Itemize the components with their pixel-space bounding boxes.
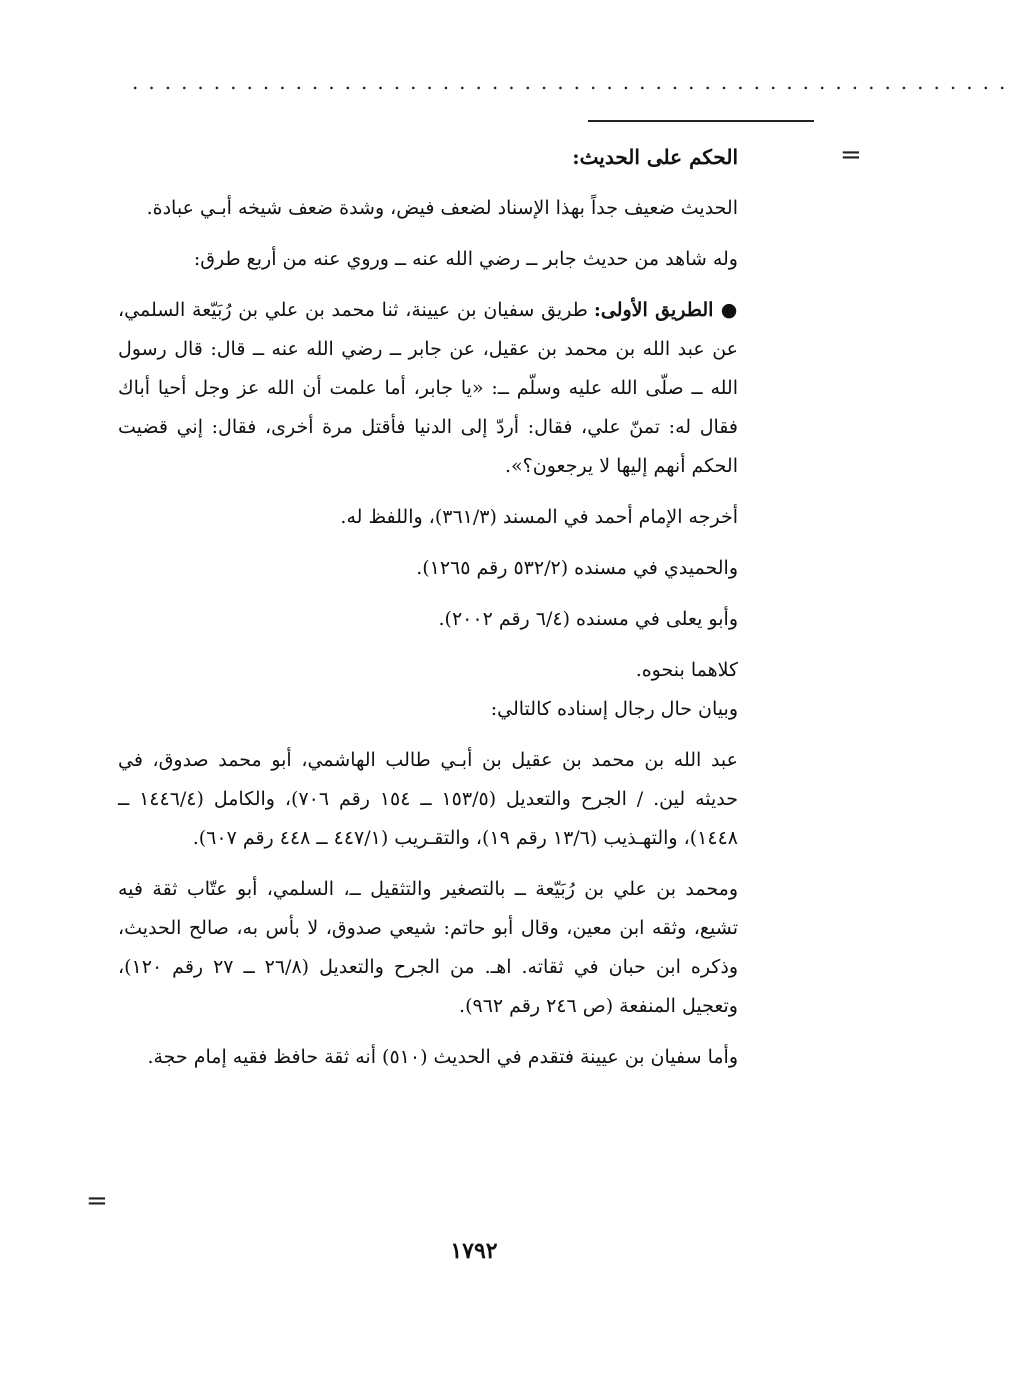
source-summary: كلاهما بنحوه. (635, 659, 738, 681)
continuation-mark-top: = (840, 140, 862, 170)
narrator-abdullah: عبد الله بن محمد بن عقيل بن أبـي طالب الهاشمي، أبو محمد صدوق، في حديثه لين. / الجرح والتعديل (١٥٣/٥ ــ ١٥٤ رقم ٧٠٦)، والكامل (١٤٤٦/٤ ــ ١٤٤٨)، والتهـذيب (١٣/٦ رقم ١٩)، والتقـريب (٤٤٧/١ ــ ٤٤٨ رقم ٦٠٧). (118, 749, 738, 849)
first-route-label: ● الطريق الأولى: (593, 299, 738, 321)
narrator-muhammad: ومحمد بن علي بن رُبَيّعة ــ بالتصغير والتثقيل ــ، السلمي، أبو عتّاب ثقة فيه تشيع، وثقه ابن معين، وقال أبو حاتم: شيعي صدوق، لا بأس به، صالح الحديث، وذكره ابن حبان في ثقاته. اهـ. من الجرح والتعديل (٢٦/٨ ــ ٢٧ رقم ١٢٠)، وتعجيل المنفعة (ص ٢٤٦ رقم ٩٦٢). (118, 878, 738, 1017)
section-heading: الحكم على الحديث: (572, 145, 738, 169)
page-body (118, 138, 738, 1089)
source-ahmad: أخرجه الإمام أحمد في المسند (٣٦١/٣)، واللفظ له. (340, 506, 738, 528)
witness-paragraph: وله شاهد من حديث جابر ــ رضي الله عنه ــ وروي عنه من أربع طرق: (193, 248, 738, 270)
narrator-sufyan: وأما سفيان بن عيينة فتقدم في الحديث (٥١٠) أنه ثقة حافظ فقيه إمام حجة. (147, 1046, 738, 1068)
ruling-paragraph: الحديث ضعيف جداً بهذا الإسناد لضعف فيض، وشدة ضعف شيخه أبـي عبادة. (146, 197, 738, 219)
source-humaydi: والحميدي في مسنده (٥٣٢/٢ رقم ١٢٦٥). (416, 557, 738, 579)
dotted-separator: ...................................................... (132, 70, 1015, 94)
continuation-mark-bottom: = (86, 1186, 108, 1216)
page-number: ١٧٩٢ (450, 1238, 498, 1264)
first-route-text: طريق سفيان بن عيينة، ثنا محمد بن علي بن رُبَيّعة السلمي، عن عبد الله بن محمد بن عقيل، عن جابر ــ رضي الله عنه ــ قال: قال رسول الله ــ صلّى الله عليه وسلّم ــ: «يا جابر، أما علمت أن الله عز وجل أحيا أباك فقال له: تمنّ علي، فقال: أردّ إلى الدنيا فأقتل مرة أخرى، فقال: إني قضيت الحكم أنهم إليها لا يرجعون؟». (118, 299, 738, 477)
source-abu-yala: وأبو يعلى في مسنده (٦/٤ رقم ٢٠٠٢). (438, 608, 738, 630)
header-rule (588, 120, 814, 122)
first-route-paragraph (118, 291, 738, 486)
narrators-intro: وبيان حال رجال إسناده كالتالي: (490, 698, 738, 720)
